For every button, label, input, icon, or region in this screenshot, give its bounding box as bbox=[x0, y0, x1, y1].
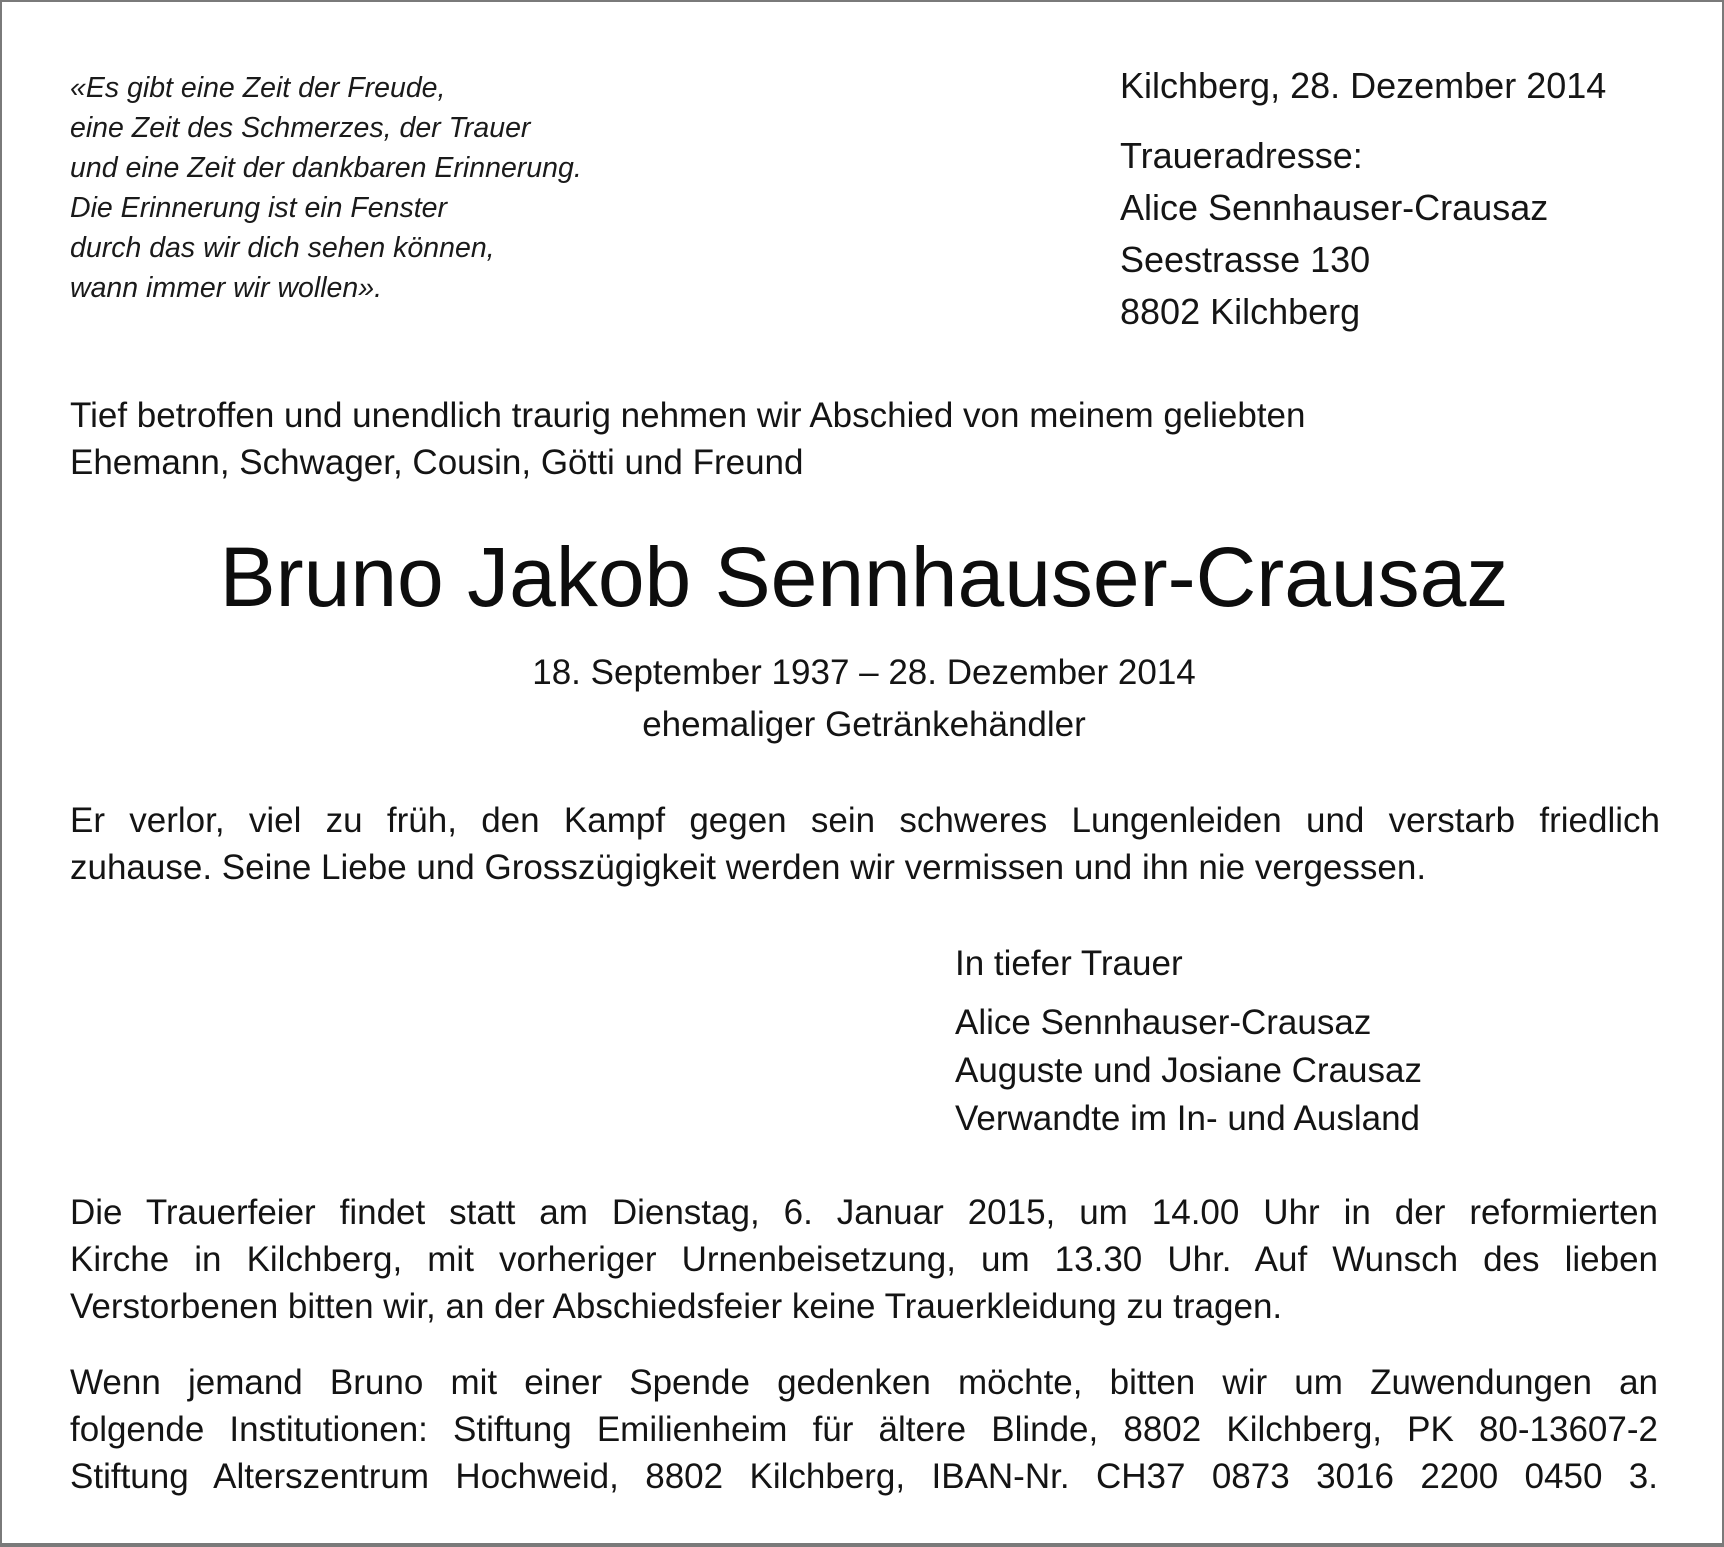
donation-paragraph bbox=[70, 1359, 1658, 1500]
quote-line: «Es gibt eine Zeit der Freude, bbox=[70, 72, 446, 104]
donation-line: Wenn jemand Bruno mit einer Spende gedenken möchte, bitten wir um Zuwendungen an bbox=[70, 1363, 1658, 1402]
body-line: zuhause. Seine Liebe und Grosszügigkeit werden wir vermissen und ihn nie vergessen. bbox=[70, 848, 1427, 887]
deceased-name: Bruno Jakob Sennhauser-Crausaz bbox=[219, 530, 1509, 624]
mourner-name: Verwandte im In- und Ausland bbox=[955, 1099, 1421, 1138]
mourner-name: Auguste und Josiane Crausaz bbox=[955, 1051, 1422, 1090]
donation-line: Stiftung Alterszentrum Hochweid, 8802 Kilchberg, IBAN-Nr. CH37 0873 3016 2200 0450 3. bbox=[70, 1457, 1658, 1496]
mourner-name: Alice Sennhauser-Crausaz bbox=[955, 1003, 1372, 1042]
donation-line: folgende Institutionen: Stiftung Emilienheim für ältere Blinde, 8802 Kilchberg, PK 80-13607-2 bbox=[70, 1410, 1658, 1449]
memorial-quote bbox=[70, 68, 690, 308]
service-line: Kirche in Kilchberg, mit vorheriger Urnenbeisetzung, um 13.30 Uhr. Auf Wunsch des lieben bbox=[70, 1240, 1658, 1279]
quote-line: wann immer wir wollen». bbox=[70, 272, 383, 304]
body-line: Er verlor, viel zu früh, den Kampf gegen sein schweres Lungenleiden und verstarb friedlich bbox=[70, 801, 1660, 840]
quote-line: eine Zeit des Schmerzes, der Trauer bbox=[70, 112, 531, 144]
intro-paragraph bbox=[70, 392, 1660, 486]
mourners-block bbox=[955, 939, 1655, 1143]
service-line: Die Trauerfeier findet statt am Dienstag, 6. Januar 2015, um 14.00 Uhr in der reformierten bbox=[70, 1193, 1658, 1232]
address-label: Traueradresse: bbox=[1120, 135, 1363, 176]
address-city: 8802 Kilchberg bbox=[1120, 291, 1361, 332]
dateline: Kilchberg, 28. Dezember 2014 bbox=[1120, 65, 1607, 106]
deceased-details bbox=[2, 647, 1724, 751]
mourners-heading: In tiefer Trauer bbox=[955, 944, 1183, 983]
service-paragraph bbox=[70, 1189, 1658, 1330]
body-paragraph bbox=[70, 797, 1660, 891]
life-dates: 18. September 1937 – 28. Dezember 2014 bbox=[532, 653, 1196, 692]
header-right-column bbox=[1120, 60, 1700, 338]
service-line: Verstorbenen bitten wir, an der Abschiedsfeier keine Trauerkleidung zu tragen. bbox=[70, 1287, 1283, 1326]
mourners-list bbox=[955, 999, 1655, 1143]
intro-line: Tief betroffen und unendlich traurig nehmen wir Abschied von meinem geliebten bbox=[70, 396, 1306, 435]
quote-line: und eine Zeit der dankbaren Erinnerung. bbox=[70, 152, 582, 184]
intro-line: Ehemann, Schwager, Cousin, Götti und Freund bbox=[70, 443, 804, 482]
mourning-address bbox=[1120, 130, 1700, 338]
occupation: ehemaliger Getränkehändler bbox=[642, 705, 1086, 744]
address-name: Alice Sennhauser-Crausaz bbox=[1120, 187, 1549, 228]
quote-line: Die Erinnerung ist ein Fenster bbox=[70, 192, 448, 224]
address-street: Seestrasse 130 bbox=[1120, 239, 1371, 280]
quote-line: durch das wir dich sehen können, bbox=[70, 232, 495, 264]
